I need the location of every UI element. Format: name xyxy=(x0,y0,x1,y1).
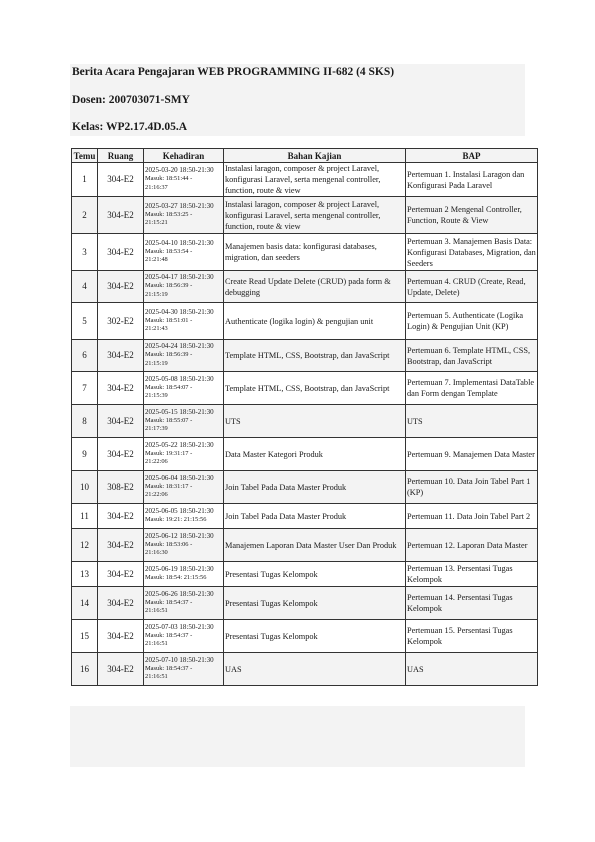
topic-cell: Presentasi Tugas Kelompok xyxy=(224,587,406,620)
attendance-in: Masuk: 18:54:37 - xyxy=(145,664,193,672)
attendance-date: 2025-03-27 18:50-21:30 xyxy=(145,201,214,210)
meeting-number: 16 xyxy=(72,653,98,686)
meeting-number: 4 xyxy=(72,271,98,303)
attendance-date: 2025-06-12 18:50-21:30 xyxy=(145,531,214,540)
attendance-in: Masuk: 18:54:37 - xyxy=(145,631,193,639)
attendance-out: 21:16:30 xyxy=(145,549,168,557)
meeting-number: 11 xyxy=(72,504,98,529)
page-title: Berita Acara Pengajaran WEB PROGRAMMING II-682 (4 SKS) xyxy=(72,66,395,78)
meeting-number: 13 xyxy=(72,562,98,587)
attendance-out: 21:17:39 xyxy=(145,425,168,433)
attendance-cell xyxy=(144,438,224,471)
topic-cell: Template HTML, CSS, Bootstrap, dan JavaScript xyxy=(224,372,406,405)
attendance-date: 2025-05-22 18:50-21:30 xyxy=(145,440,214,449)
table-row xyxy=(72,197,538,234)
meeting-number: 10 xyxy=(72,471,98,504)
attendance-out: 21:21:48 xyxy=(145,256,168,264)
attendance-date: 2025-04-17 18:50-21:30 xyxy=(145,273,214,282)
meeting-number: 8 xyxy=(72,405,98,438)
topic-cell: Instalasi laragon, composer & project Laravel, konfigurasi Laravel, serta mengenal controller, function, route & view xyxy=(224,197,406,234)
room-cell: 304-E2 xyxy=(98,372,144,405)
meeting-number: 7 xyxy=(72,372,98,405)
meeting-number: 9 xyxy=(72,438,98,471)
attendance-cell xyxy=(144,303,224,340)
attendance-in: Masuk: 18:51:44 - xyxy=(145,175,193,183)
attendance-out: 21:15:39 xyxy=(145,392,168,400)
bap-cell: Pertemuan 7. Implementasi DataTable dan Form dengan Template xyxy=(406,372,538,405)
table-row xyxy=(72,340,538,372)
topic-cell: Authenticate (logika login) & pengujian unit xyxy=(224,303,406,340)
header-bahan-kajian: Bahan Kajian xyxy=(224,149,406,163)
room-cell: 304-E2 xyxy=(98,620,144,653)
attendance-out: 21:22:06 xyxy=(145,458,168,466)
attendance-in: Masuk: 18:51:01 - xyxy=(145,316,193,324)
room-cell: 304-E2 xyxy=(98,163,144,197)
table-row xyxy=(72,271,538,303)
meeting-number: 1 xyxy=(72,163,98,197)
attendance-cell xyxy=(144,405,224,438)
bap-cell: Pertemuan 1. Instalasi Laragon dan Konfigurasi Pada Laravel xyxy=(406,163,538,197)
meeting-number: 14 xyxy=(72,587,98,620)
bap-cell: UTS xyxy=(406,405,538,438)
room-cell: 304-E2 xyxy=(98,197,144,234)
header-bap: BAP xyxy=(406,149,538,163)
attendance-in: Masuk: 18:54: 21:15:56 xyxy=(145,574,207,581)
attendance-in: Masuk: 18:55:07 - xyxy=(145,416,193,424)
topic-cell: Presentasi Tugas Kelompok xyxy=(224,562,406,587)
table-row xyxy=(72,234,538,271)
attendance-cell xyxy=(144,653,224,686)
attendance-date: 2025-07-10 18:50-21:30 xyxy=(145,655,214,664)
attendance-cell xyxy=(144,529,224,562)
table-row xyxy=(72,620,538,653)
meeting-number: 6 xyxy=(72,340,98,372)
bap-cell: Pertemuan 9. Manajemen Data Master xyxy=(406,438,538,471)
table-header-row xyxy=(72,149,538,163)
bap-cell: Pertemuan 12. Laporan Data Master xyxy=(406,529,538,562)
table-row xyxy=(72,372,538,405)
class-line: Kelas: WP2.17.4D.05.A xyxy=(72,121,188,133)
attendance-out: 21:15:21 xyxy=(145,219,168,227)
table-row xyxy=(72,471,538,504)
table-row xyxy=(72,653,538,686)
attendance-in: Masuk: 18:53:54 - xyxy=(145,247,193,255)
attendance-date: 2025-06-04 18:50-21:30 xyxy=(145,473,214,482)
attendance-table xyxy=(71,148,538,686)
bap-cell: Pertemuan 2 Mengenal Controller, Function, Route & View xyxy=(406,197,538,234)
attendance-cell xyxy=(144,620,224,653)
attendance-in: Masuk: 18:53:25 - xyxy=(145,210,193,218)
meeting-number: 2 xyxy=(72,197,98,234)
bap-cell: Pertemuan 4. CRUD (Create, Read, Update, Delete) xyxy=(406,271,538,303)
table-row xyxy=(72,504,538,529)
attendance-date: 2025-05-08 18:50-21:30 xyxy=(145,374,214,383)
attendance-cell xyxy=(144,271,224,303)
attendance-date: 2025-04-24 18:50-21:30 xyxy=(145,342,214,351)
topic-cell: Manajemen basis data: konfigurasi databases, migration, dan seeders xyxy=(224,234,406,271)
bap-cell: Pertemuan 6. Template HTML, CSS, Bootstrap, dan JavaScript xyxy=(406,340,538,372)
room-cell: 304-E2 xyxy=(98,653,144,686)
meeting-number: 15 xyxy=(72,620,98,653)
room-cell: 304-E2 xyxy=(98,405,144,438)
attendance-cell xyxy=(144,234,224,271)
table-row xyxy=(72,163,538,197)
table-row xyxy=(72,405,538,438)
attendance-date: 2025-03-20 18:50-21:30 xyxy=(145,166,214,175)
topic-cell: UTS xyxy=(224,405,406,438)
attendance-out: 21:15:19 xyxy=(145,290,168,298)
bap-cell: Pertemuan 11. Data Join Tabel Part 2 xyxy=(406,504,538,529)
room-cell: 308-E2 xyxy=(98,471,144,504)
attendance-out: 21:16:51 xyxy=(145,607,168,615)
room-cell: 304-E2 xyxy=(98,234,144,271)
topic-cell: Manajemen Laporan Data Master User Dan Produk xyxy=(224,529,406,562)
attendance-out: 21:16:37 xyxy=(145,183,168,191)
attendance-in: Masuk: 18:56:39 - xyxy=(145,282,193,290)
attendance-cell xyxy=(144,471,224,504)
room-cell: 304-E2 xyxy=(98,438,144,471)
meeting-number: 5 xyxy=(72,303,98,340)
attendance-out: 21:16:51 xyxy=(145,640,168,648)
meeting-number: 12 xyxy=(72,529,98,562)
attendance-in: Masuk: 18:53:06 - xyxy=(145,540,193,548)
bap-cell: Pertemuan 3. Manajemen Basis Data: Konfigurasi Databases, Migration, dan Seeders xyxy=(406,234,538,271)
header-temu: Temu xyxy=(72,149,98,163)
footer-panel xyxy=(70,706,525,767)
room-cell: 304-E2 xyxy=(98,562,144,587)
attendance-cell xyxy=(144,340,224,372)
table-row xyxy=(72,438,538,471)
table-row xyxy=(72,562,538,587)
attendance-in: Masuk: 18:56:39 - xyxy=(145,351,193,359)
bap-cell: Pertemuan 13. Persentasi Tugas Kelompok xyxy=(406,562,538,587)
meeting-number: 3 xyxy=(72,234,98,271)
room-cell: 304-E2 xyxy=(98,271,144,303)
bap-cell: Pertemuan 15. Persentasi Tugas Kelompok xyxy=(406,620,538,653)
attendance-in: Masuk: 18:31:17 - xyxy=(145,482,193,490)
bap-cell: Pertemuan 14. Persentasi Tugas Kelompok xyxy=(406,587,538,620)
attendance-cell xyxy=(144,587,224,620)
bap-cell: UAS xyxy=(406,653,538,686)
room-cell: 304-E2 xyxy=(98,587,144,620)
attendance-out: 21:16:51 xyxy=(145,673,168,681)
attendance-date: 2025-05-15 18:50-21:30 xyxy=(145,407,214,416)
topic-cell: Presentasi Tugas Kelompok xyxy=(224,620,406,653)
topic-cell: Instalasi laragon, composer & project Laravel, konfigurasi Laravel, serta mengenal controller, function, route & view xyxy=(224,163,406,197)
room-cell: 304-E2 xyxy=(98,504,144,529)
attendance-date: 2025-06-26 18:50-21:30 xyxy=(145,589,214,598)
lecturer-line: Dosen: 200703071-SMY xyxy=(72,94,190,106)
room-cell: 304-E2 xyxy=(98,529,144,562)
attendance-cell xyxy=(144,197,224,234)
attendance-in: Masuk: 19:31:17 - xyxy=(145,449,193,457)
attendance-cell xyxy=(144,372,224,405)
attendance-out: 21:22:06 xyxy=(145,491,168,499)
attendance-date: 2025-06-19 18:50-21:30 xyxy=(145,565,214,574)
attendance-cell xyxy=(144,562,224,587)
attendance-date: 2025-04-10 18:50-21:30 xyxy=(145,238,214,247)
attendance-cell xyxy=(144,163,224,197)
topic-cell: Join Tabel Pada Data Master Produk xyxy=(224,471,406,504)
attendance-cell xyxy=(144,504,224,529)
topic-cell: UAS xyxy=(224,653,406,686)
bap-cell: Pertemuan 5. Authenticate (Logika Login) & Pengujian Unit (KP) xyxy=(406,303,538,340)
table-row xyxy=(72,303,538,340)
header-kehadiran: Kehadiran xyxy=(144,149,224,163)
attendance-in: Masuk: 18:54:37 - xyxy=(145,598,193,606)
topic-cell: Data Master Kategori Produk xyxy=(224,438,406,471)
attendance-in: Masuk: 18:54:07 - xyxy=(145,383,193,391)
table-row xyxy=(72,587,538,620)
attendance-date: 2025-04-30 18:50-21:30 xyxy=(145,307,214,316)
bap-cell: Pertemuan 10. Data Join Tabel Part 1 (KP) xyxy=(406,471,538,504)
topic-cell: Create Read Update Delete (CRUD) pada form & debugging xyxy=(224,271,406,303)
topic-cell: Join Tabel Pada Data Master Produk xyxy=(224,504,406,529)
room-cell: 304-E2 xyxy=(98,340,144,372)
attendance-out: 21:15:19 xyxy=(145,359,168,367)
attendance-date: 2025-07-03 18:50-21:30 xyxy=(145,622,214,631)
topic-cell: Template HTML, CSS, Bootstrap, dan JavaScript xyxy=(224,340,406,372)
attendance-date: 2025-06-05 18:50-21:30 xyxy=(145,507,214,516)
room-cell: 302-E2 xyxy=(98,303,144,340)
table-row xyxy=(72,529,538,562)
attendance-out: 21:21:43 xyxy=(145,325,168,333)
header-ruang: Ruang xyxy=(98,149,144,163)
attendance-in: Masuk: 19:21: 21:15:56 xyxy=(145,516,207,523)
